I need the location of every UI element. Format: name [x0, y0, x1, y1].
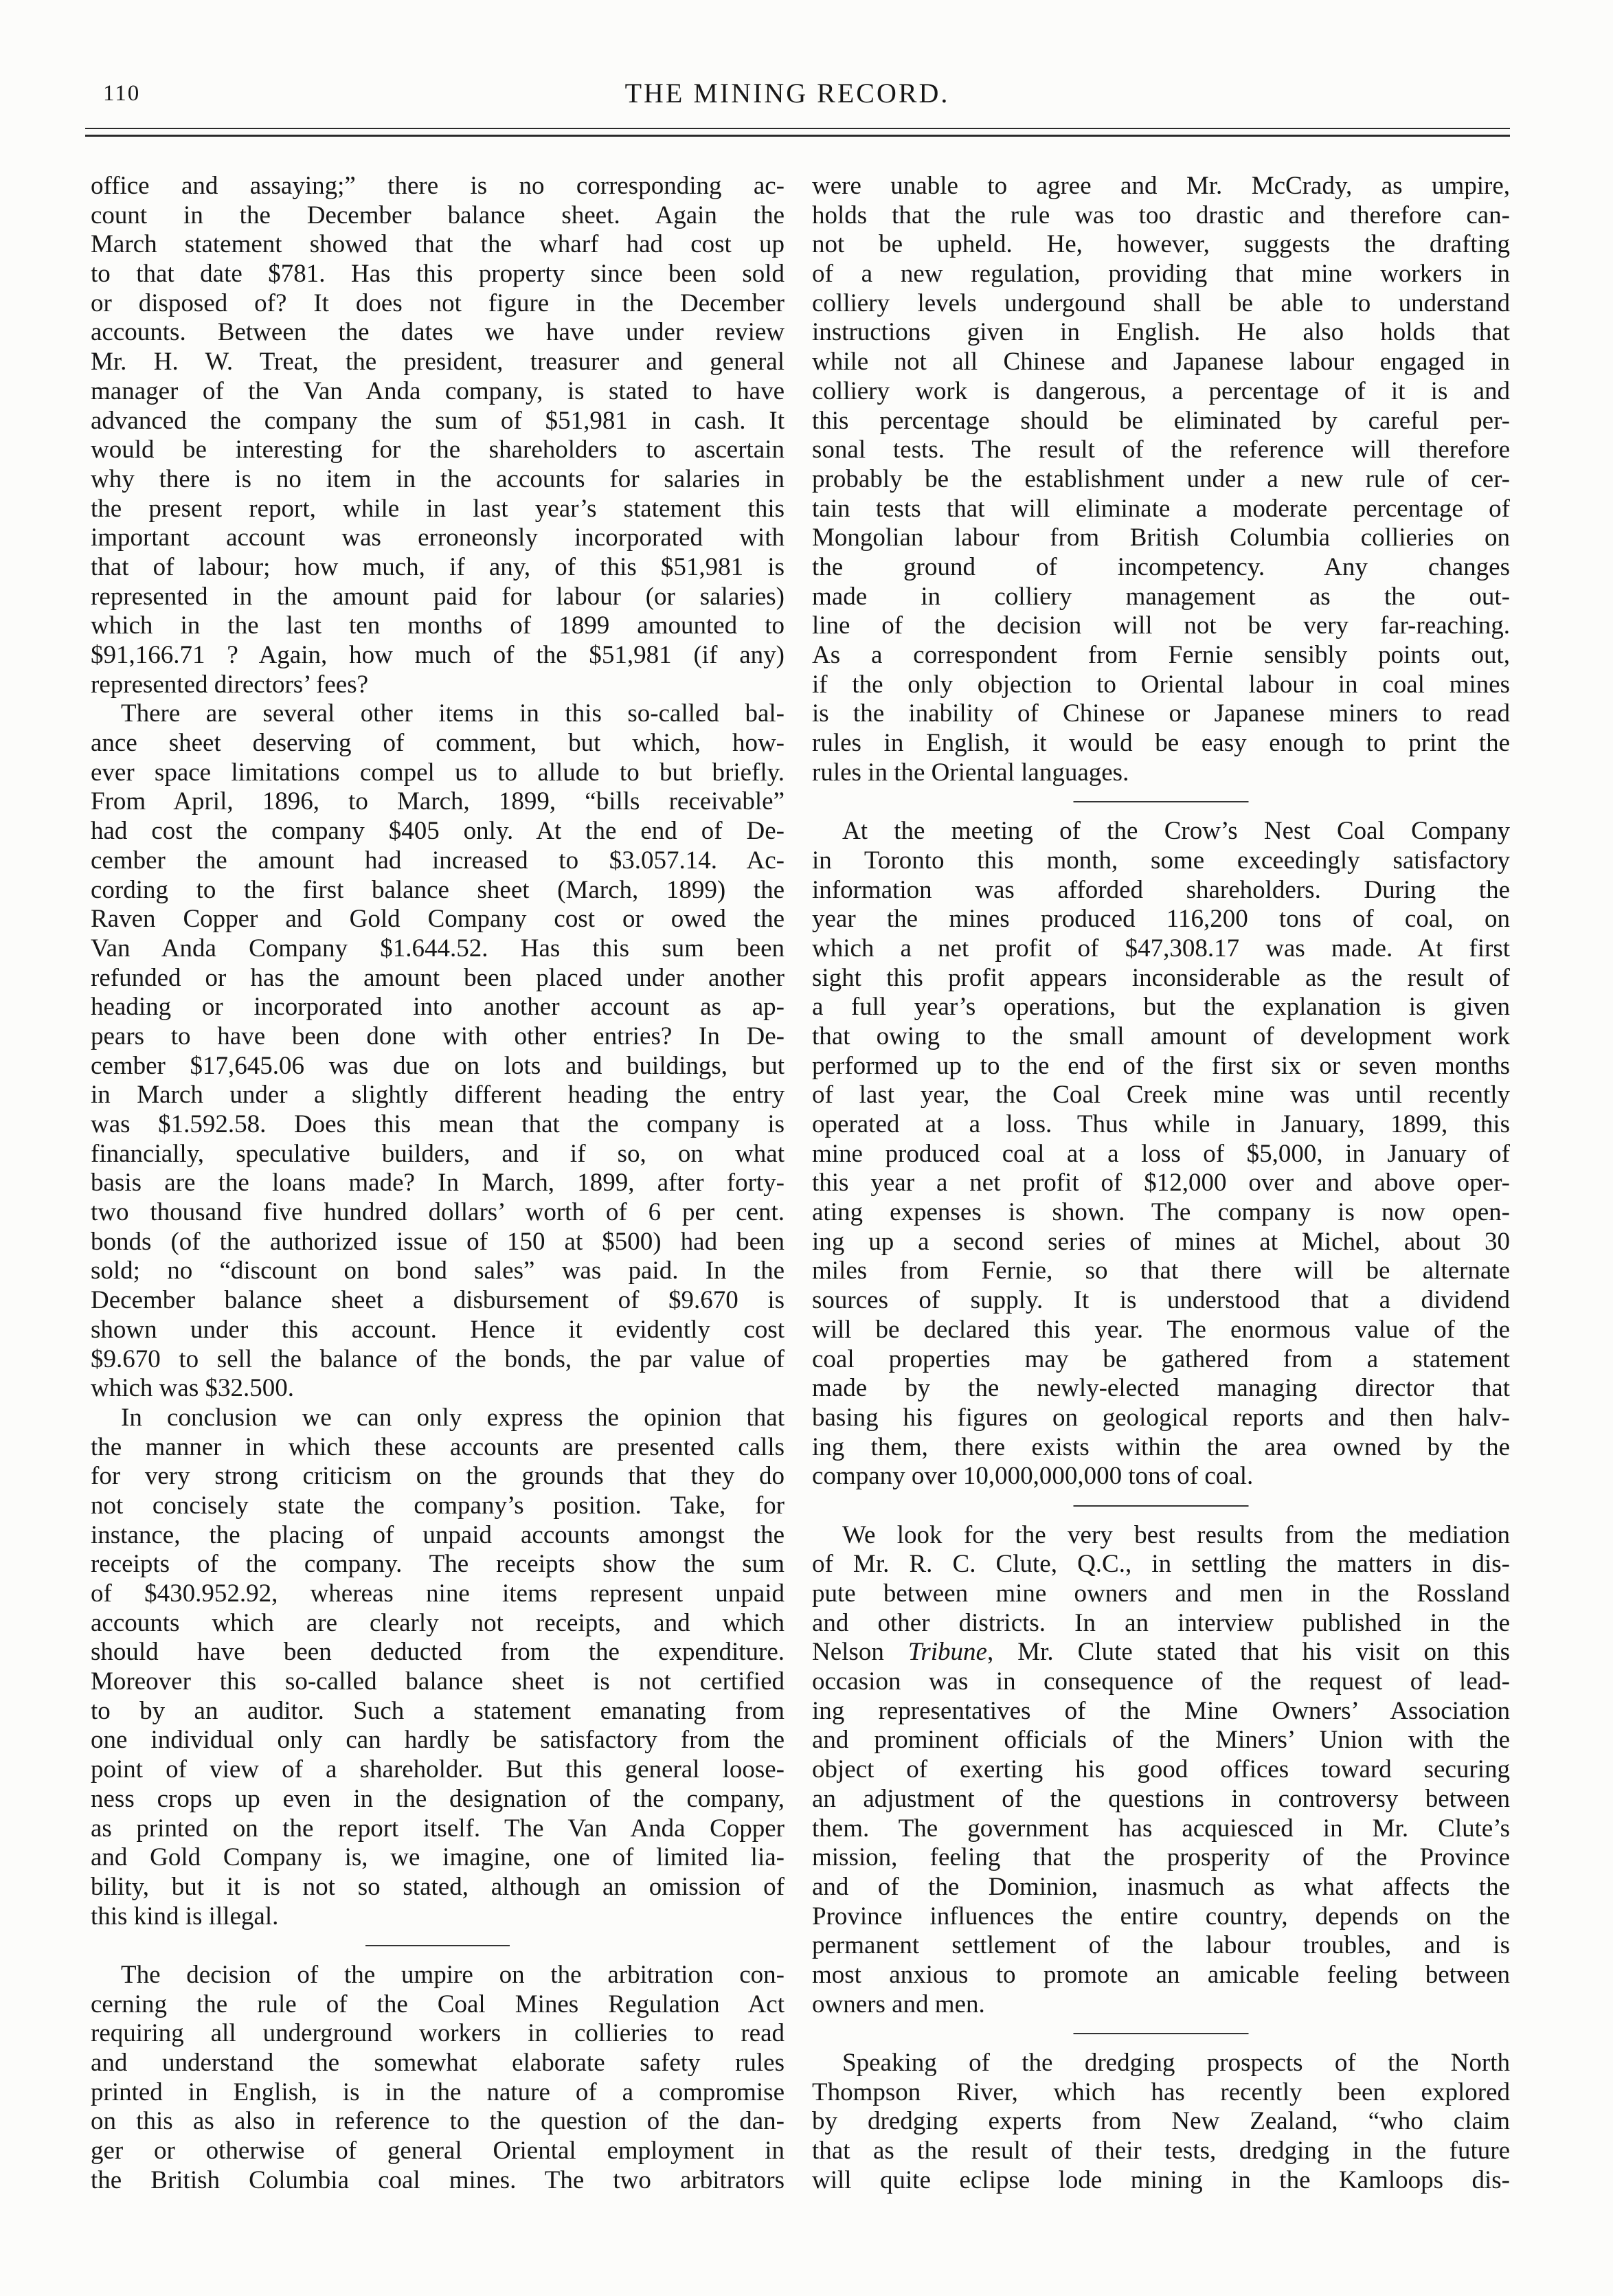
- text-line: ance sheet deserving of comment, but which, how-: [91, 729, 785, 758]
- text-line: that as the result of their tests, dredging in the future: [812, 2137, 1510, 2165]
- text-line: represented directors’ fees?: [91, 670, 369, 699]
- text-line: in March under a slightly different heading the entry: [91, 1081, 785, 1110]
- text-line: requiring all underground workers in collieries to read: [91, 2019, 785, 2048]
- article-section: [91, 1961, 785, 2196]
- text-line: line of the decision will not be very far-reaching.: [812, 611, 1510, 640]
- section-divider: [812, 787, 1510, 817]
- text-line: $91,166.71 ? Again, how much of the $51,981 (if any): [91, 641, 785, 669]
- text-line: At the meeting of the Crow’s Nest Coal Company: [842, 817, 1510, 846]
- text-line: sources of supply. It is understood that a dividend: [812, 1286, 1510, 1315]
- paragraph: [91, 1404, 785, 1931]
- text-line: performed up to the end of the first six or seven months: [812, 1051, 1510, 1080]
- paragraph: [812, 172, 1510, 787]
- italic-text: Tribune: [907, 1638, 987, 1667]
- paragraph: [91, 172, 785, 699]
- article-section: [812, 172, 1510, 787]
- text-line: cember $17,645.06 was due on lots and buildings, but: [91, 1051, 785, 1080]
- text-line: year the mines produced 116,200 tons of coal, on: [812, 905, 1510, 934]
- text-line: this kind is illegal.: [91, 1902, 279, 1931]
- divider-rule: [1074, 2033, 1249, 2034]
- text-line: should have been deducted from the expenditure.: [91, 1638, 785, 1667]
- text-line: December balance sheet a disbursement of $9.670 is: [91, 1286, 785, 1315]
- paragraph: [91, 1961, 785, 2196]
- text-line: refunded or has the amount been placed under another: [91, 963, 785, 992]
- text-line: pears to have been done with other entries? In De-: [91, 1022, 785, 1050]
- text-line: and of the Dominion, inasmuch as what affects the: [812, 1872, 1510, 1901]
- text-line: rules in English, it would be easy enough to print the: [812, 729, 1510, 758]
- text-line: miles from Fernie, so that there will be alternate: [812, 1257, 1510, 1285]
- text-line: not be upheld. He, however, suggests the drafting: [812, 230, 1510, 259]
- text-line: operated at a loss. Thus while in January, 1899, this: [812, 1110, 1510, 1138]
- text-line: made by the newly-elected managing director that: [812, 1374, 1510, 1403]
- text-line: that owing to the small amount of development work: [812, 1022, 1510, 1050]
- text-line: as printed on the report itself. The Van Anda Copper: [91, 1814, 785, 1843]
- text-line: and understand the somewhat elaborate safety rules: [91, 2049, 785, 2077]
- text-line: pute between mine owners and men in the Rossland: [812, 1579, 1510, 1608]
- text-line: them. The government has acquiesced in Mr. Clute’s: [812, 1814, 1510, 1843]
- text-line: receipts of the company. The receipts show the sum: [91, 1550, 785, 1579]
- text-line: to by an auditor. Such a statement emanating from: [91, 1696, 785, 1725]
- text-line: this year a net profit of $12,000 over and above oper-: [812, 1169, 1510, 1197]
- text-line: We look for the very best results from the mediation: [842, 1520, 1510, 1549]
- text-line: a full year’s operations, but the explanation is given: [812, 993, 1510, 1022]
- text-line: occasion was in consequence of the request of lead-: [812, 1667, 1510, 1696]
- text-line: March statement showed that the wharf had cost up: [91, 230, 785, 259]
- divider-rule: [365, 1945, 510, 1946]
- text-line: cording to the first balance sheet (March, 1899) the: [91, 875, 785, 904]
- text-line: coal properties may be gathered from a statement: [812, 1344, 1510, 1373]
- text-line: sight this profit appears inconsiderable as the result of: [812, 963, 1510, 992]
- text-line: information was afforded shareholders. During the: [812, 875, 1510, 904]
- text-line: As a correspondent from Fernie sensibly points out,: [812, 641, 1510, 669]
- text-line: will be declared this year. The enormous value of the: [812, 1315, 1510, 1344]
- text-line: while not all Chinese and Japanese labour engaged in: [812, 348, 1510, 376]
- text-line: by dredging experts from New Zealand, “who claim: [812, 2107, 1510, 2136]
- text-line: Mr. H. W. Treat, the president, treasurer and general: [91, 348, 785, 376]
- text-line: Province influences the entire country, depends on the: [812, 1902, 1510, 1931]
- text-line: ating expenses is shown. The company is now open-: [812, 1198, 1510, 1227]
- text-line: accounts. Between the dates we have under review: [91, 318, 785, 347]
- text-line: of a new regulation, providing that mine workers in: [812, 260, 1510, 289]
- paragraph: [91, 699, 785, 1404]
- text-line: cerning the rule of the Coal Mines Regulation Act: [91, 1990, 785, 2018]
- text-line: ness crops up even in the designation of the company,: [91, 1784, 785, 1813]
- text-line: basing his figures on geological reports and then halv-: [812, 1403, 1510, 1432]
- text-line: which a net profit of $47,308.17 was made. At first: [812, 934, 1510, 963]
- text-line: Van Anda Company $1.644.52. Has this sum been: [91, 934, 785, 963]
- article-section: [812, 1521, 1510, 2020]
- article-section: [812, 817, 1510, 1492]
- text-line: instructions given in English. He also holds that: [812, 318, 1510, 347]
- text-line: was $1.592.58. Does this mean that the company is: [91, 1110, 785, 1138]
- text-line: which was $32.500.: [91, 1374, 294, 1403]
- article-section: [812, 2049, 1510, 2195]
- text-line: bility, but it is not so stated, although an omission of: [91, 1872, 785, 1901]
- text-line: manager of the Van Anda company, is stated to have: [91, 376, 785, 405]
- text-line: in Toronto this month, some exceedingly satisfactory: [812, 846, 1510, 875]
- text-line: ing them, there exists within the area owned by the: [812, 1432, 1510, 1461]
- text-line: which in the last ten months of 1899 amounted to: [91, 611, 785, 640]
- text-line: will quite eclipse lode mining in the Kamloops dis-: [812, 2165, 1510, 2194]
- text-line: probably be the establishment under a new rule of cer-: [812, 464, 1510, 493]
- text-line: most anxious to promote an amicable feeling between: [812, 1960, 1510, 1989]
- text-line: and other districts. In an interview published in the: [812, 1608, 1510, 1637]
- text-line: is the inability of Chinese or Japanese miners to read: [812, 699, 1510, 728]
- running-title: THE MINING RECORD.: [624, 78, 950, 109]
- left-column: [91, 172, 785, 2195]
- text-line: printed in English, is in the nature of a compromise: [91, 2078, 785, 2106]
- header-rule-top: [85, 128, 1510, 129]
- text-line: Thompson River, which has recently been explored: [812, 2078, 1510, 2106]
- text-line: or disposed of? It does not figure in the December: [91, 289, 785, 317]
- text-line: the British Columbia coal mines. The two arbitrators: [91, 2165, 785, 2194]
- text-line: From April, 1896, to March, 1899, “bills receivable”: [91, 787, 785, 816]
- text-line: object of exerting his good offices toward securing: [812, 1755, 1510, 1784]
- text-line: if the only objection to Oriental labour in coal mines: [812, 670, 1510, 699]
- text-line: one individual only can hardly be satisfactory from the: [91, 1726, 785, 1755]
- text-line: company over 10,000,000,000 tons of coal.: [812, 1462, 1254, 1491]
- text-line: Moreover this so-called balance sheet is not certified: [91, 1667, 785, 1696]
- text-line: owners and men.: [812, 1990, 985, 2018]
- text-line: count in the December balance sheet. Again the: [91, 201, 785, 229]
- text-line: financially, speculative builders, and if so, on what: [91, 1139, 785, 1168]
- text-line: important account was erroneonsly incorporated with: [91, 524, 785, 552]
- text-line: The decision of the umpire on the arbitration con-: [121, 1960, 785, 1989]
- text-line: heading or incorporated into another account as ap-: [91, 993, 785, 1022]
- paragraph: [812, 2049, 1510, 2195]
- text-line: cember the amount had increased to $3.057.14. Ac-: [91, 846, 785, 875]
- text-line: not concisely state the company’s position. Take, for: [91, 1491, 785, 1520]
- paragraph: [812, 1521, 1510, 2020]
- text-line: advanced the company the sum of $51,981 in cash. It: [91, 406, 785, 435]
- text-line: the present report, while in last year’s statement this: [91, 494, 785, 523]
- section-divider: [812, 2019, 1510, 2049]
- text-line: In conclusion we can only express the opinion that: [121, 1403, 785, 1432]
- text-line: the ground of incompetency. Any changes: [812, 552, 1510, 581]
- text-line: this percentage should be eliminated by careful per-: [812, 406, 1510, 435]
- text-line: ing up a second series of mines at Michel, about 30: [812, 1227, 1510, 1256]
- text-line: were unable to agree and Mr. McCrady, as umpire,: [812, 172, 1510, 200]
- text-line: office and assaying;” there is no corresponding ac-: [91, 172, 785, 200]
- page-number: 110: [103, 81, 141, 106]
- text-line: permanent settlement of the labour troubles, and is: [812, 1931, 1510, 1960]
- text-line: rules in the Oriental languages.: [812, 758, 1129, 787]
- text-line: and prominent officials of the Miners’ Union with the: [812, 1726, 1510, 1755]
- text-line: colliery work is dangerous, a percentage of it is and: [812, 376, 1510, 405]
- text-line: and Gold Company is, we imagine, one of limited lia-: [91, 1843, 785, 1872]
- article-section: [91, 172, 785, 1931]
- text-segment: , Mr. Clute stated that his visit on this: [986, 1638, 1510, 1667]
- paragraph: [812, 817, 1510, 1492]
- text-segment: Nelson: [812, 1638, 908, 1667]
- text-line: of last year, the Coal Creek mine was until recently: [812, 1081, 1510, 1110]
- section-divider: [91, 1931, 785, 1961]
- text-line: on this as also in reference to the question of the dan-: [91, 2107, 785, 2136]
- text-line: $9.670 to sell the balance of the bonds, the par value of: [91, 1344, 785, 1373]
- text-line: sonal tests. The result of the reference will therefore: [812, 436, 1510, 464]
- text-line: Mongolian labour from British Columbia collieries on: [812, 524, 1510, 552]
- text-line: bonds (of the authorized issue of 150 at $500) had been: [91, 1227, 785, 1256]
- text-line: made in colliery management as the out-: [812, 582, 1510, 611]
- text-line: Raven Copper and Gold Company cost or owed the: [91, 905, 785, 934]
- header-rule-bottom: [85, 135, 1510, 137]
- text-line: the manner in which these accounts are presented calls: [91, 1432, 785, 1461]
- text-line: would be interesting for the shareholders to ascertain: [91, 436, 785, 464]
- text-line: two thousand five hundred dollars’ worth of 6 per cent.: [91, 1198, 785, 1227]
- text-line: sold; no “discount on bond sales” was paid. In the: [91, 1257, 785, 1285]
- text-line: There are several other items in this so-called bal-: [121, 699, 785, 728]
- divider-rule: [1074, 801, 1249, 802]
- section-divider: [812, 1492, 1510, 1521]
- text-line: of Mr. R. C. Clute, Q.C., in settling the matters in dis-: [812, 1550, 1510, 1579]
- text-line: colliery levels undergound shall be able to understand: [812, 289, 1510, 317]
- text-line: that of labour; how much, if any, of this $51,981 is: [91, 552, 785, 581]
- right-column: [812, 172, 1510, 2195]
- text-line: tain tests that will eliminate a moderate percentage of: [812, 494, 1510, 523]
- text-line: basis are the loans made? In March, 1899, after forty-: [91, 1169, 785, 1197]
- text-line: shown under this account. Hence it evidently cost: [91, 1315, 785, 1344]
- text-line: ever space limitations compel us to allude to but briefly.: [91, 758, 785, 787]
- text-line: why there is no item in the accounts for salaries in: [91, 464, 785, 493]
- text-line: point of view of a shareholder. But this general loose-: [91, 1755, 785, 1784]
- text-line: for very strong criticism on the grounds that they do: [91, 1462, 785, 1491]
- text-line: represented in the amount paid for labour (or salaries): [91, 582, 785, 611]
- text-line: instance, the placing of unpaid accounts amongst the: [91, 1520, 785, 1549]
- text-line: to that date $781. Has this property since been sold: [91, 260, 785, 289]
- text-line: ger or otherwise of general Oriental employment in: [91, 2137, 785, 2165]
- text-line: holds that the rule was too drastic and therefore can-: [812, 201, 1510, 229]
- text-line: an adjustment of the questions in controversy between: [812, 1784, 1510, 1813]
- text-line: had cost the company $405 only. At the end of De-: [91, 817, 785, 846]
- text-line: of $430.952.92, whereas nine items represent unpaid: [91, 1579, 785, 1608]
- text-line: mission, feeling that the prosperity of the Province: [812, 1843, 1510, 1872]
- text-line: [812, 1638, 1510, 1667]
- text-line: Speaking of the dredging prospects of the North: [842, 2049, 1510, 2077]
- text-line: ing representatives of the Mine Owners’ Association: [812, 1696, 1510, 1725]
- text-line: accounts which are clearly not receipts, and which: [91, 1608, 785, 1637]
- divider-rule: [1074, 1505, 1249, 1507]
- text-line: mine produced coal at a loss of $5,000, in January of: [812, 1139, 1510, 1168]
